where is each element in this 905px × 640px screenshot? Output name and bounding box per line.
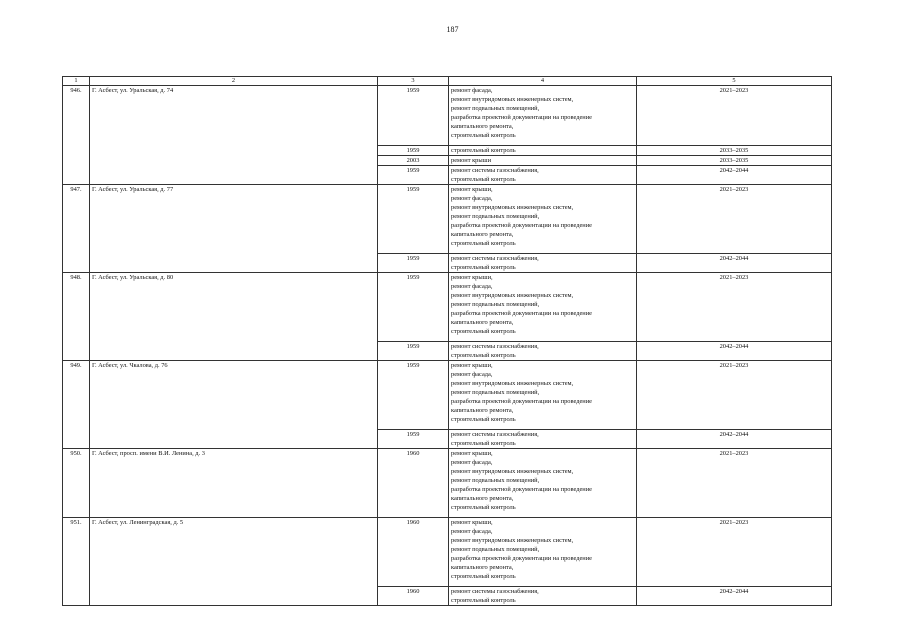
period-cell: 2021–2023: [637, 86, 832, 146]
period-cell: 2042–2044: [637, 254, 832, 273]
work-line: ремонт крыши,: [451, 362, 493, 369]
works-table: [62, 76, 832, 606]
work-line: капитального ремонта,: [451, 123, 514, 130]
entry-address: Г. Асбест, ул. Чкалова, д. 76: [90, 361, 378, 449]
work-line: ремонт системы газоснабжения,: [451, 588, 539, 595]
work-line: ремонт фасада,: [451, 283, 493, 290]
work-line: строительный контроль: [451, 416, 516, 423]
period-cell: 2042–2044: [637, 342, 832, 361]
year-cell: 1960: [378, 587, 449, 606]
work-line: строительный контроль: [451, 264, 516, 271]
year-cell: 1960: [378, 449, 449, 518]
work-line: ремонт крыши: [451, 157, 492, 164]
work-line: капитального ремонта,: [451, 407, 514, 414]
work-line: строительный контроль: [451, 573, 516, 580]
work-line: строительный контроль: [451, 132, 516, 139]
work-line: строительный контроль: [451, 240, 516, 247]
work-line: ремонт системы газоснабжения,: [451, 431, 539, 438]
work-line: разработка проектной документации на проведение: [451, 555, 592, 562]
table-row: [63, 518, 832, 587]
work-line: ремонт системы газоснабжения,: [451, 343, 539, 350]
table-row: [63, 449, 832, 518]
work-line: ремонт подвальных помещений,: [451, 105, 540, 112]
work-line: строительный контроль: [451, 176, 516, 183]
table-row: [63, 185, 832, 254]
year-cell: 1959: [378, 361, 449, 430]
work-line: строительный контроль: [451, 147, 516, 154]
work-line: капитального ремонта,: [451, 319, 514, 326]
works-cell: [449, 156, 637, 166]
works-cell: [449, 430, 637, 449]
work-line: ремонт подвальных помещений,: [451, 546, 540, 553]
header-cell: 2: [90, 77, 378, 86]
work-line: ремонт фасада,: [451, 371, 493, 378]
entry-address: Г. Асбест, ул. Уральская, д. 77: [90, 185, 378, 273]
work-line: ремонт подвальных помещений,: [451, 213, 540, 220]
header-cell: 4: [449, 77, 637, 86]
work-line: ремонт фасада,: [451, 528, 493, 535]
work-line: ремонт внутридомовых инженерных систем,: [451, 468, 574, 475]
entry-number: 950.: [63, 449, 90, 518]
work-line: капитального ремонта,: [451, 495, 514, 502]
work-line: строительный контроль: [451, 440, 516, 447]
works-cell: [449, 86, 637, 146]
works-cell: [449, 254, 637, 273]
work-line: ремонт внутридомовых инженерных систем,: [451, 537, 574, 544]
work-line: ремонт фасада,: [451, 459, 493, 466]
work-line: ремонт подвальных помещений,: [451, 301, 540, 308]
work-line: ремонт фасада,: [451, 87, 493, 94]
work-line: ремонт подвальных помещений,: [451, 389, 540, 396]
period-cell: 2033–2035: [637, 146, 832, 156]
work-line: ремонт внутридомовых инженерных систем,: [451, 96, 574, 103]
year-cell: 1959: [378, 166, 449, 185]
work-line: ремонт крыши,: [451, 450, 493, 457]
year-cell: 1959: [378, 185, 449, 254]
page-number: 187: [446, 25, 459, 34]
work-line: ремонт подвальных помещений,: [451, 477, 540, 484]
works-cell: [449, 342, 637, 361]
work-line: разработка проектной документации на проведение: [451, 114, 592, 121]
work-line: разработка проектной документации на проведение: [451, 398, 592, 405]
work-line: ремонт внутридомовых инженерных систем,: [451, 204, 574, 211]
work-line: ремонт внутридомовых инженерных систем,: [451, 292, 574, 299]
works-cell: [449, 166, 637, 185]
work-line: строительный контроль: [451, 328, 516, 335]
year-cell: 1960: [378, 518, 449, 587]
table-row: [63, 86, 832, 146]
entry-number: 948.: [63, 273, 90, 361]
table-header-row: [63, 77, 832, 86]
period-cell: 2042–2044: [637, 587, 832, 606]
work-line: капитального ремонта,: [451, 564, 514, 571]
period-cell: 2021–2023: [637, 518, 832, 587]
year-cell: 1959: [378, 273, 449, 342]
entry-address: Г. Асбест, ул. Уральская, д. 74: [90, 86, 378, 185]
work-line: ремонт крыши,: [451, 186, 493, 193]
works-cell: [449, 361, 637, 430]
year-cell: 1959: [378, 254, 449, 273]
period-cell: 2021–2023: [637, 361, 832, 430]
period-cell: 2042–2044: [637, 430, 832, 449]
entry-number: 949.: [63, 361, 90, 449]
work-line: ремонт крыши,: [451, 274, 493, 281]
work-line: разработка проектной документации на проведение: [451, 222, 592, 229]
work-line: ремонт системы газоснабжения,: [451, 255, 539, 262]
work-line: строительный контроль: [451, 352, 516, 359]
table-row: [63, 361, 832, 430]
works-cell: [449, 273, 637, 342]
period-cell: 2033–2035: [637, 156, 832, 166]
year-cell: 2003: [378, 156, 449, 166]
work-line: ремонт системы газоснабжения,: [451, 167, 539, 174]
year-cell: 1959: [378, 86, 449, 146]
works-cell: [449, 185, 637, 254]
year-cell: 1959: [378, 342, 449, 361]
works-cell: [449, 587, 637, 606]
work-line: капитального ремонта,: [451, 231, 514, 238]
period-cell: 2021–2023: [637, 185, 832, 254]
header-cell: 1: [63, 77, 90, 86]
entry-address: Г. Асбест, ул. Уральская, д. 80: [90, 273, 378, 361]
table-row: [63, 273, 832, 342]
work-line: разработка проектной документации на проведение: [451, 486, 592, 493]
entry-number: 947.: [63, 185, 90, 273]
work-line: ремонт фасада,: [451, 195, 493, 202]
work-line: разработка проектной документации на проведение: [451, 310, 592, 317]
work-line: строительный контроль: [451, 597, 516, 604]
work-line: ремонт внутридомовых инженерных систем,: [451, 380, 574, 387]
period-cell: 2042–2044: [637, 166, 832, 185]
entry-number: 946.: [63, 86, 90, 185]
entry-address: Г. Асбест, просп. имени В.И. Ленина, д. 3: [90, 449, 378, 518]
works-cell: [449, 518, 637, 587]
year-cell: 1959: [378, 430, 449, 449]
entry-number: 951.: [63, 518, 90, 606]
entry-address: Г. Асбест, ул. Ленинградская, д. 5: [90, 518, 378, 606]
work-line: строительный контроль: [451, 504, 516, 511]
header-cell: 5: [637, 77, 832, 86]
works-cell: [449, 146, 637, 156]
works-cell: [449, 449, 637, 518]
period-cell: 2021–2023: [637, 449, 832, 518]
year-cell: 1959: [378, 146, 449, 156]
header-cell: 3: [378, 77, 449, 86]
period-cell: 2021–2023: [637, 273, 832, 342]
work-line: ремонт крыши,: [451, 519, 493, 526]
